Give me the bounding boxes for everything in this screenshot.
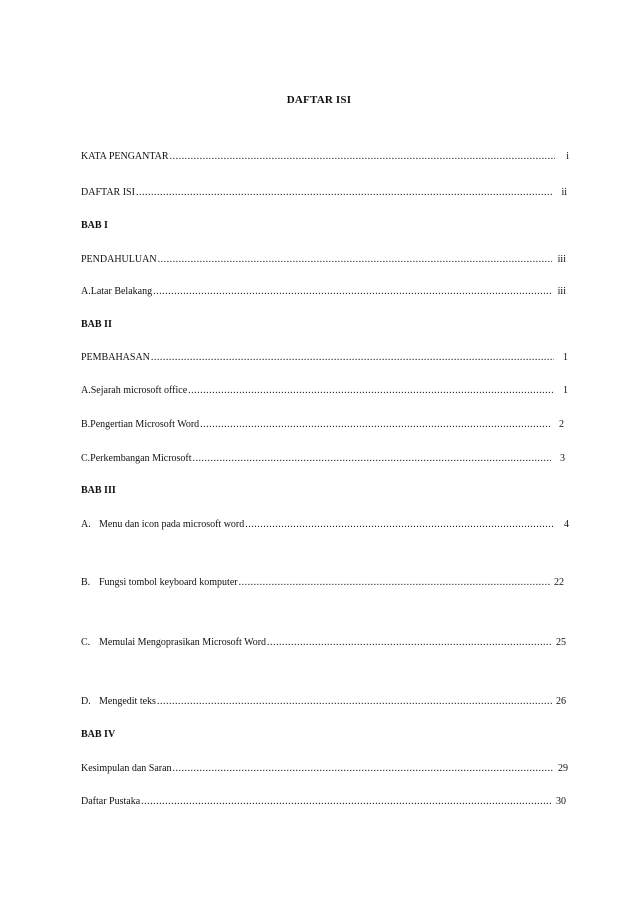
toc-label xyxy=(81,636,266,650)
toc-label: A.Sejarah microsoft office xyxy=(81,385,188,396)
toc-leader-dots xyxy=(245,518,555,532)
toc-leader-dots xyxy=(173,762,554,776)
toc-label: PENDAHULUAN xyxy=(81,254,157,265)
toc-item-text: Menu dan icon pada microsoft word xyxy=(99,519,245,530)
toc-label: Kesimpulan dan Saran xyxy=(81,763,172,774)
toc-page-number: 25 xyxy=(556,637,566,648)
toc-page-number: i xyxy=(566,151,569,162)
toc-label: A.Latar Belakang xyxy=(81,286,153,297)
toc-item-text: Memulai Mengoprasikan Microsoft Word xyxy=(99,637,267,648)
chapter-heading-bab-3: BAB III xyxy=(81,485,116,496)
toc-label: KATA PENGANTAR xyxy=(81,151,169,162)
chapter-heading-bab-1: BAB I xyxy=(81,220,108,231)
toc-item-prefix: D. xyxy=(81,696,91,707)
toc-page-number: 29 xyxy=(558,763,568,774)
toc-leader-dots xyxy=(153,285,552,299)
toc-entry-menu-dan-icon[interactable] xyxy=(81,518,569,532)
toc-page-number: iii xyxy=(557,254,566,265)
toc-leader-dots xyxy=(239,576,550,590)
toc-leader-dots xyxy=(193,452,551,466)
toc-entry-pendahuluan[interactable] xyxy=(81,253,566,267)
toc-leader-dots xyxy=(158,253,552,267)
toc-leader-dots xyxy=(136,186,553,200)
toc-item-text: Fungsi tombol keyboard komputer xyxy=(99,577,238,588)
toc-page-number: 2 xyxy=(559,419,564,430)
toc-item-text: Mengedit teks xyxy=(99,696,156,707)
toc-page-number: 1 xyxy=(563,352,568,363)
toc-page-number: 3 xyxy=(560,453,565,464)
chapter-heading-bab-2: BAB II xyxy=(81,319,112,330)
toc-label: B.Pengertian Microsoft Word xyxy=(81,419,200,430)
toc-page-number: ii xyxy=(561,187,567,198)
chapter-heading-bab-4: BAB IV xyxy=(81,729,116,740)
toc-item-prefix: A. xyxy=(81,519,91,530)
toc-label: C.Perkembangan Microsoft xyxy=(81,453,192,464)
toc-label: Daftar Pustaka xyxy=(81,796,141,807)
toc-page-number: 1 xyxy=(563,385,568,396)
toc-entry-mengedit-teks[interactable] xyxy=(81,695,566,709)
toc-leader-dots xyxy=(157,695,552,709)
toc-entry-fungsi-tombol-keyboard[interactable] xyxy=(81,576,564,590)
toc-entry-kesimpulan-dan-saran[interactable] xyxy=(81,762,568,776)
toc-item-prefix: B. xyxy=(81,577,91,588)
page-title: DAFTAR ISI xyxy=(286,94,352,106)
toc-leader-dots xyxy=(151,351,554,365)
toc-entry-memulai-mengoprasikan[interactable] xyxy=(81,636,566,650)
toc-entry-perkembangan-microsoft[interactable] xyxy=(81,452,565,466)
toc-entry-daftar-isi[interactable] xyxy=(81,186,567,200)
toc-leader-dots xyxy=(200,418,550,432)
toc-entry-pengertian-microsoft-word[interactable] xyxy=(81,418,564,432)
toc-page-number: 26 xyxy=(556,696,566,707)
toc-label xyxy=(81,576,238,590)
toc-entry-latar-belakang[interactable] xyxy=(81,285,566,299)
toc-leader-dots xyxy=(267,636,552,650)
toc-leader-dots xyxy=(170,150,555,164)
toc-leader-dots xyxy=(141,795,552,809)
toc-entry-daftar-pustaka[interactable] xyxy=(81,795,566,809)
toc-entry-kata-pengantar[interactable] xyxy=(81,150,569,164)
toc-page-number: 4 xyxy=(564,519,569,530)
toc-entry-sejarah-microsoft-office[interactable] xyxy=(81,384,568,398)
toc-page-number: 22 xyxy=(554,577,564,588)
toc-page-number: iii xyxy=(557,286,566,297)
toc-entry-pembahasan[interactable] xyxy=(81,351,568,365)
toc-label: PEMBAHASAN xyxy=(81,352,150,363)
toc-label xyxy=(81,695,156,709)
toc-label: DAFTAR ISI xyxy=(81,187,135,198)
toc-page-number: 30 xyxy=(556,796,566,807)
toc-leader-dots xyxy=(188,384,554,398)
toc-label xyxy=(81,518,244,532)
toc-item-prefix: C. xyxy=(81,637,91,648)
